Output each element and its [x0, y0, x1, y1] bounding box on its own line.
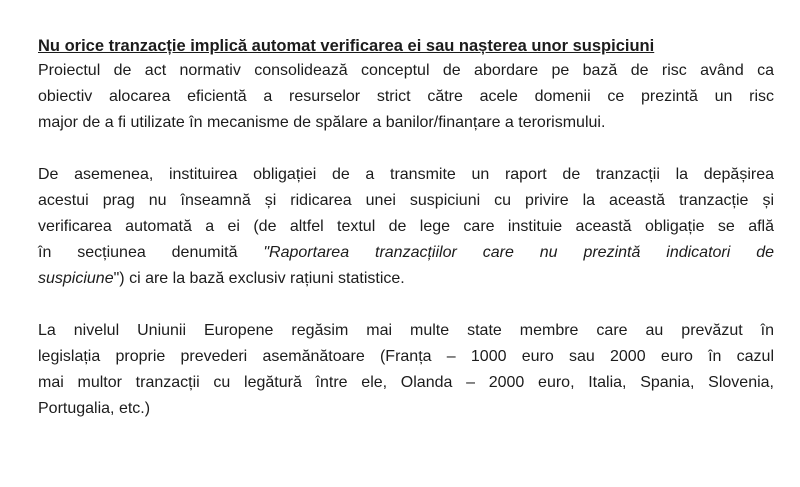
paragraph-line: Proiectul de act normativ consolidează conceptul de abordare pe bază de risc având ca: [38, 62, 774, 79]
paragraph-line: obiectiv alocarea eficientă a resurselor strict către acele domenii ce prezintă un risc: [38, 88, 774, 105]
italic-section-title: "Raportarea tranzacțiilor care nu prezintă indicatori de: [263, 244, 774, 261]
paragraph-line: acestui prag nu înseamnă și ridicarea unei suspiciuni cu privire la această tranzacție și: [38, 192, 774, 209]
paragraph-line: La nivelul Uniunii Europene regăsim mai multe state membre care au prevăzut în: [38, 322, 774, 339]
paragraph-risk-based-approach: [38, 58, 774, 136]
paragraph-line: [38, 240, 774, 266]
paragraph-line: legislația proprie prevederi asemănătoare (Franța – 1000 euro sau 2000 euro în cazul: [38, 348, 774, 365]
paragraph-line: mai multor tranzacții cu legătură între ele, Olanda – 2000 euro, Italia, Spania, Slovenia,: [38, 374, 774, 391]
section-heading: Nu orice tranzacție implică automat verificarea ei sau nașterea unor suspiciuni: [38, 37, 655, 55]
paragraph-eu-member-states: [38, 318, 774, 422]
line-prefix: în secțiunea denumită: [38, 244, 264, 261]
paragraph-line: De asemenea, instituirea obligației de a transmite un raport de tranzacții la depășirea: [38, 166, 774, 183]
paragraph-reporting-obligation: [38, 162, 774, 292]
paragraph-line: [38, 266, 774, 292]
paragraph-line: verificarea automată a ei (de altfel textul de lege care instituie această obligație se află: [38, 218, 774, 235]
italic-section-title-end: suspiciune: [38, 270, 114, 287]
paragraph-line: Portugalia, etc.): [38, 400, 151, 417]
line-suffix: ") ci are la bază exclusiv rațiuni statistice.: [113, 270, 405, 287]
paragraph-line: major de a fi utilizate în mecanisme de spălare a banilor/finanțare a terorismului.: [38, 114, 606, 131]
